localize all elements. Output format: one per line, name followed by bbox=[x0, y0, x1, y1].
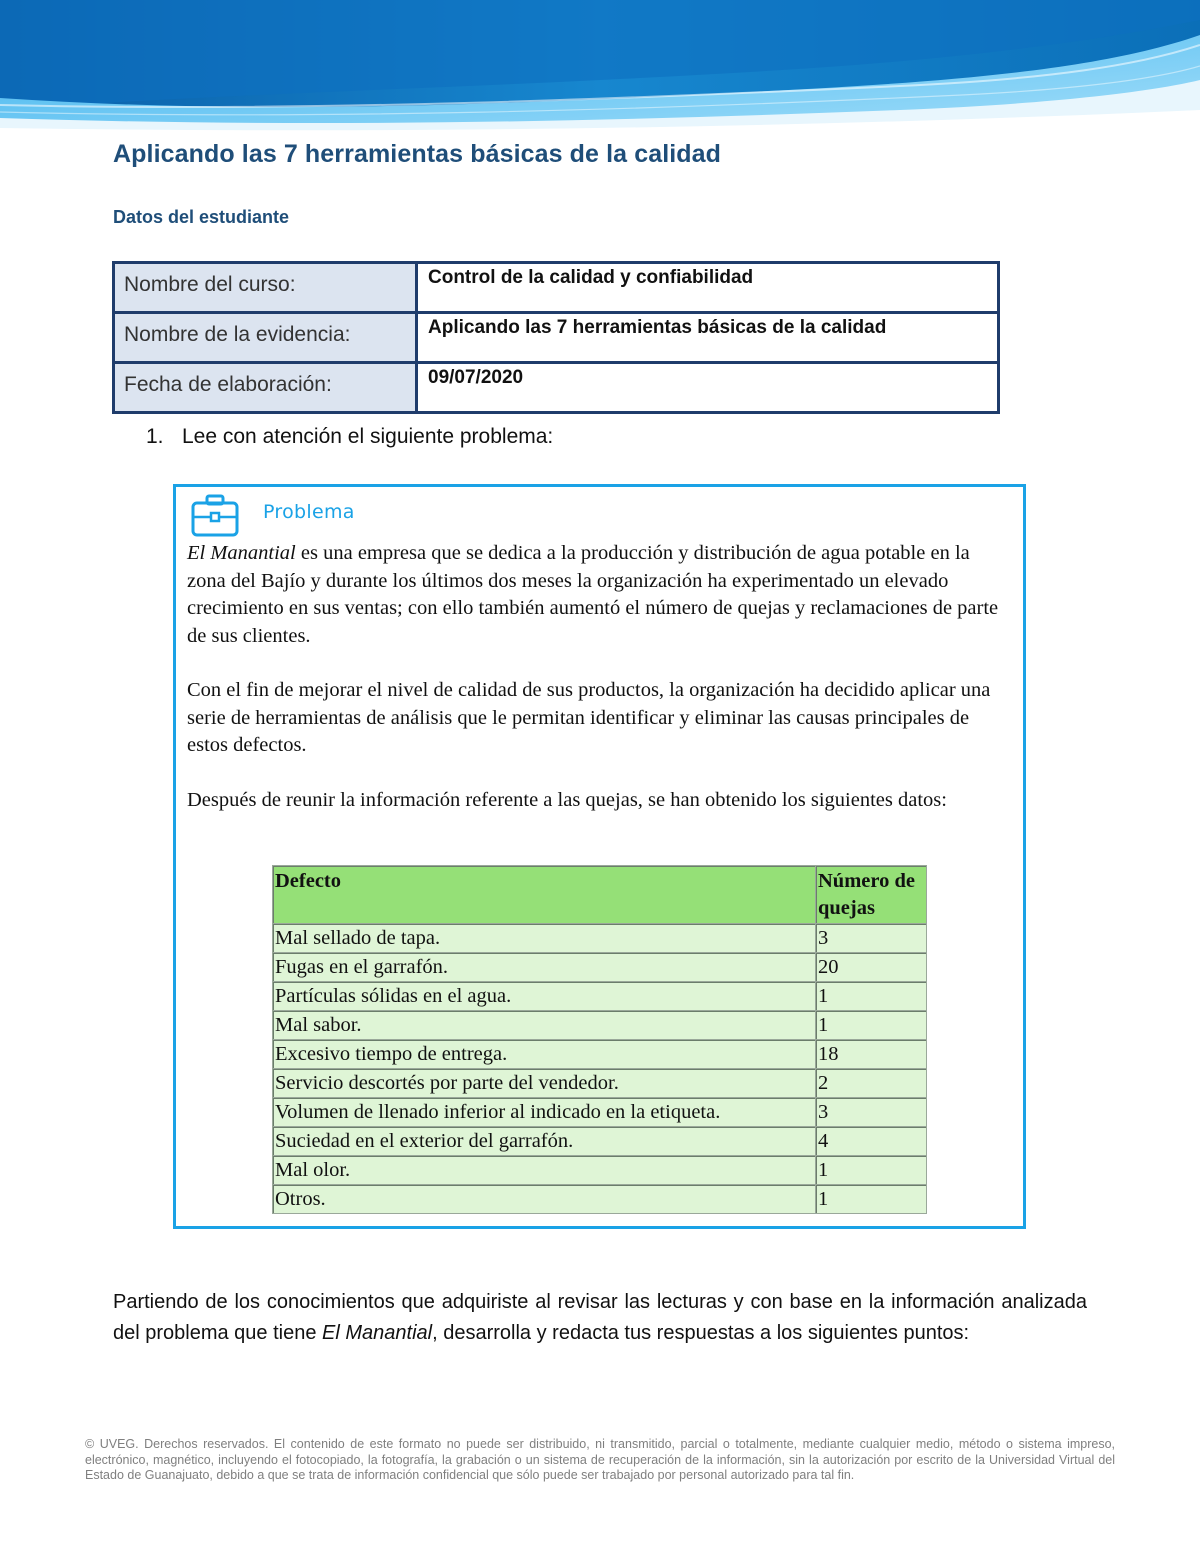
briefcase-icon bbox=[190, 493, 240, 542]
defect-column-header: Defecto bbox=[273, 866, 816, 924]
instruction-item bbox=[146, 425, 553, 449]
defect-cell: Mal sabor. bbox=[273, 1011, 816, 1040]
closing-text-end: , desarrolla y redacta tus respuestas a los siguientes puntos: bbox=[432, 1322, 970, 1344]
count-cell: 1 bbox=[816, 1011, 927, 1040]
table-row bbox=[273, 1156, 927, 1185]
table-row bbox=[273, 1011, 927, 1040]
copyright-footer: © UVEG. Derechos reservados. El contenido de este formato no puede ser distribuido, ni transmitido, parcial o totalmente, mediante cualquier medio, método o sistema impreso, electrónico, magnético, incluyendo el fotocopiado, la fotografía, la grabación o un sistema de recuperación de la información, sin la autorización por escrito de la Universidad Virtual del Estado de Guanajuato, debido a que se trata de información confidencial que sólo puede ser trabajado por personal autorizado para tal fin. bbox=[85, 1437, 1115, 1482]
defect-cell: Fugas en el garrafón. bbox=[273, 953, 816, 982]
document-title: Aplicando las 7 herramientas básicas de la calidad bbox=[113, 140, 722, 168]
table-header-row bbox=[273, 866, 927, 924]
course-name-label: Nombre del curso: bbox=[114, 263, 417, 313]
complaints-column-header: Número de quejas bbox=[816, 866, 927, 924]
closing-text-start: Partiendo de los conocimientos que adquiriste al revisar las lecturas y con base en la información analizada del problema que tiene bbox=[113, 1291, 1087, 1344]
count-cell: 4 bbox=[816, 1127, 927, 1156]
student-data-table bbox=[112, 261, 1000, 414]
closing-company-name: El Manantial bbox=[322, 1322, 433, 1344]
problem-text bbox=[187, 540, 1009, 841]
table-row bbox=[273, 924, 927, 953]
table-row bbox=[273, 1098, 927, 1127]
defect-cell: Otros. bbox=[273, 1185, 816, 1214]
section-title-student-data: Datos del estudiante bbox=[113, 207, 290, 227]
problem-paragraph-3: Después de reunir la información referente a las quejas, se han obtenido los siguientes datos: bbox=[187, 788, 947, 811]
header-banner bbox=[0, 0, 1200, 135]
date-value: 09/07/2020 bbox=[417, 363, 999, 413]
count-cell: 1 bbox=[816, 982, 927, 1011]
table-row bbox=[114, 263, 999, 313]
banner-graphic bbox=[0, 0, 1200, 135]
company-name: El Manantial bbox=[187, 542, 296, 564]
table-row bbox=[273, 982, 927, 1011]
instruction-text: Lee con atención el siguiente problema: bbox=[182, 425, 554, 448]
count-cell: 1 bbox=[816, 1156, 927, 1185]
table-row bbox=[273, 953, 927, 982]
table-row bbox=[114, 363, 999, 413]
evidence-name-label: Nombre de la evidencia: bbox=[114, 313, 417, 363]
count-cell: 3 bbox=[816, 924, 927, 953]
evidence-name-value: Aplicando las 7 herramientas básicas de la calidad bbox=[417, 313, 999, 363]
defect-cell: Mal sellado de tapa. bbox=[273, 924, 816, 953]
defect-cell: Volumen de llenado inferior al indicado en la etiqueta. bbox=[273, 1098, 816, 1127]
defect-cell: Suciedad en el exterior del garrafón. bbox=[273, 1127, 816, 1156]
date-label: Fecha de elaboración: bbox=[114, 363, 417, 413]
problem-box bbox=[173, 484, 1026, 1229]
problem-label: Problema bbox=[263, 501, 355, 523]
defect-cell: Mal olor. bbox=[273, 1156, 816, 1185]
count-cell: 18 bbox=[816, 1040, 927, 1069]
defect-cell: Excesivo tiempo de entrega. bbox=[273, 1040, 816, 1069]
count-cell: 3 bbox=[816, 1098, 927, 1127]
count-cell: 1 bbox=[816, 1185, 927, 1214]
table-row bbox=[114, 313, 999, 363]
table-row bbox=[273, 1127, 927, 1156]
count-cell: 2 bbox=[816, 1069, 927, 1098]
defect-cell: Servicio descortés por parte del vendedor. bbox=[273, 1069, 816, 1098]
defect-cell: Partículas sólidas en el agua. bbox=[273, 982, 816, 1011]
course-name-value: Control de la calidad y confiabilidad bbox=[417, 263, 999, 313]
closing-paragraph bbox=[113, 1287, 1087, 1349]
defects-table bbox=[272, 865, 927, 1214]
problem-paragraph-2: Con el fin de mejorar el nivel de calidad de sus productos, la organización ha decidido aplicar una serie de herramientas de análisis que le permitan identificar y eliminar las causas principales de estos defectos. bbox=[187, 679, 991, 756]
table-row bbox=[273, 1040, 927, 1069]
instruction-number: 1. bbox=[146, 425, 164, 448]
table-row bbox=[273, 1069, 927, 1098]
problem-paragraph-1-text: es una empresa que se dedica a la producción y distribución de agua potable en la zona del Bajío y durante los últimos dos meses la organización ha experimentado un elevado crecimiento en sus ventas; con ello también aumentó el número de quejas y reclamaciones de parte de sus clientes. bbox=[187, 542, 999, 647]
count-cell: 20 bbox=[816, 953, 927, 982]
table-row bbox=[273, 1185, 927, 1214]
problem-paragraph-1 bbox=[187, 540, 1009, 650]
